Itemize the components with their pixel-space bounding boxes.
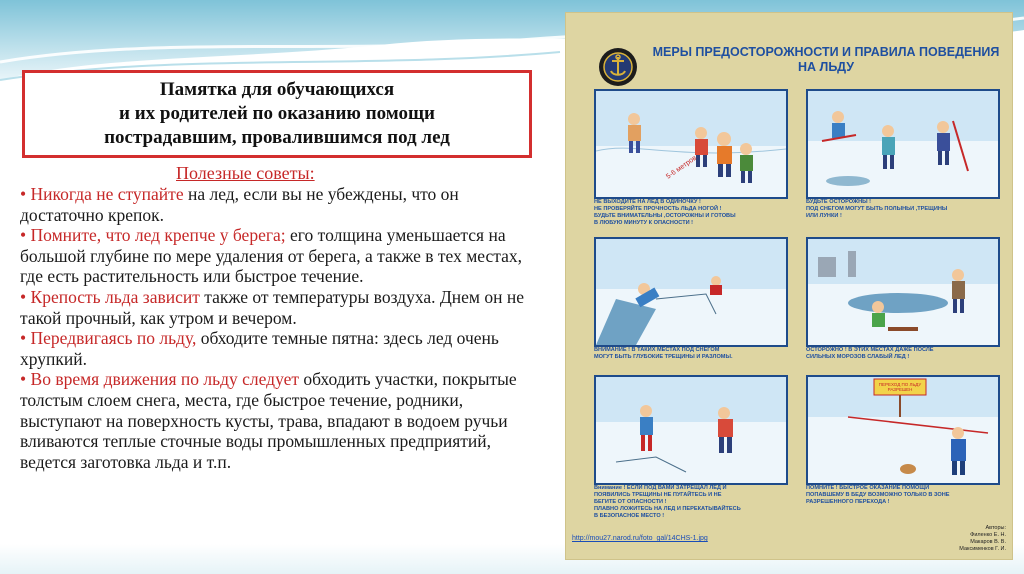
memo-title-box bbox=[22, 70, 532, 158]
tip-text: также от температуры воздуха. Днем он не такой прочный, как утром и вечером. bbox=[20, 286, 524, 328]
scene-distance-label: 5-6 метров bbox=[665, 154, 699, 181]
tip-highlight: Передвигаясь по льду, bbox=[30, 328, 197, 349]
scene-alone-on-ice bbox=[594, 89, 788, 199]
tip-text: его толщина уменьшается на большой глубине по мере удаления от берега, а также в тех местах, где есть растительность или быстрое течение. bbox=[20, 225, 522, 287]
navy-emblem-icon bbox=[598, 47, 638, 87]
scene-permitted-crossing bbox=[806, 375, 1000, 485]
tip-item bbox=[20, 184, 540, 225]
tip-highlight: Помните, что лед крепче у берега; bbox=[30, 225, 286, 246]
tip-bullet: • bbox=[20, 225, 27, 246]
scene-ice-cracks bbox=[594, 237, 788, 347]
tip-bullet: • bbox=[20, 286, 27, 307]
tip-item bbox=[20, 287, 540, 328]
tip-highlight: Никогда не ступайте bbox=[30, 184, 184, 204]
tip-item bbox=[20, 225, 540, 287]
tip-text: обходить участки, покрытые толстым слоем снега, места, где быстрое течение, родники, выступают на поверхность кусты, трава, впадают в водоем ручьи вливаются теплые сточные воды промышленных предприятий, ведется заготовка льда и т.п. bbox=[20, 369, 517, 472]
memo-title-line-3: пострадавшим, провалившимся под лед bbox=[104, 127, 450, 148]
caption-1: НЕ ВЫХОДИТЕ НА ЛЕД В ОДИНОЧКУ ! НЕ ПРОВЕРЯЙТЕ ПРОЧНОСТЬ ЛЬДА НОГОЙ ! БУДЬТЕ ВНИМАТЕЛЬНЫ ,ОСТОРОЖНЫ И ГОТОВЫ В ЛЮБУЮ МИНУТУ К ОПАСНОСТИ ! bbox=[594, 199, 736, 226]
memo-title-line-1: Памятка для обучающихся bbox=[159, 79, 395, 100]
tip-bullet: • bbox=[20, 369, 27, 390]
tip-text: на лед, если вы не убеждены, что он достаточно крепок. bbox=[20, 184, 459, 225]
tip-highlight: Крепость льда зависит bbox=[30, 286, 200, 307]
caption-4: ОСТОРОЖНО ! В ЭТИХ МЕСТАХ ДАЖЕ ПОСЛЕ СИЛЬНЫХ МОРОЗОВ СЛАБЫЙ ЛЕД ! bbox=[806, 347, 934, 360]
caption-5: Внимание ! ЕСЛИ ПОД ВАМИ ЗАТРЕЩАЛ ЛЕД И ПОЯВИЛИСЬ ТРЕЩИНЫ НЕ ПУГАЙТЕСЬ И НЕ БЕГИТЕ ОТ ОПАСНОСТИ ! ПЛАВНО ЛОЖИТЕСЬ НА ЛЕД И ПЕРЕКАТЫВАЙТЕСЬ В БЕЗОПАСНОЕ МЕСТО ! bbox=[594, 485, 741, 519]
poster-title: МЕРЫ ПРЕДОСТОРОЖНОСТИ И ПРАВИЛА ПОВЕДЕНИЯ НА ЛЬДУ bbox=[652, 45, 1000, 74]
tip-highlight: Во время движения по льду следует bbox=[30, 369, 300, 390]
scene-snow-holes bbox=[806, 89, 1000, 199]
tip-item bbox=[20, 328, 540, 369]
crossing-sign-text: ПЕРЕХОД ПО ЛЬДУ РАЗРЕШЕН bbox=[878, 382, 922, 392]
caption-2: БУДЬТЕ ОСТОРОЖНЫ ! ПОД СНЕГОМ МОГУТ БЫТЬ ПОЛЫНЬИ ,ТРЕЩИНЫ ИЛИ ЛУНКИ ! bbox=[806, 199, 948, 219]
tip-bullet: • bbox=[20, 328, 27, 349]
tip-text: обходите темные пятна: здесь лед очень хрупкий. bbox=[20, 328, 499, 369]
source-link[interactable]: http://mou27.narod.ru/foto_gal/14CHS-1.jpg bbox=[572, 535, 708, 542]
tip-bullet: • bbox=[20, 184, 27, 204]
scene-weak-ice bbox=[806, 237, 1000, 347]
tips-heading: Полезные советы: bbox=[176, 163, 315, 183]
poster-authors: Авторы: Филенко Е. Н. Макаров В. В. Максименков Г. И. bbox=[959, 525, 1006, 552]
tips-section bbox=[20, 162, 540, 472]
memo-title-line-2: и их родителей по оказанию помощи bbox=[119, 103, 435, 124]
caption-6: ПОМНИТЕ ! БЫСТРОЕ ОКАЗАНИЕ ПОМОЩИ ПОПАВШЕМУ В БЕДУ ВОЗМОЖНО ТОЛЬКО В ЗОНЕ РАЗРЕШЕННОГО ПЕРЕХОДА ! bbox=[806, 485, 950, 505]
safety-poster bbox=[565, 12, 1013, 560]
caption-3: ВНИМАНИЕ ! В ТАКИХ МЕСТАХ ПОД СНЕГОМ МОГУТ БЫТЬ ГЛУБОКИЕ ТРЕЩИНЫ И РАЗЛОМЫ. bbox=[594, 347, 733, 360]
scene-cracking-ice bbox=[594, 375, 788, 485]
tip-item bbox=[20, 369, 540, 472]
